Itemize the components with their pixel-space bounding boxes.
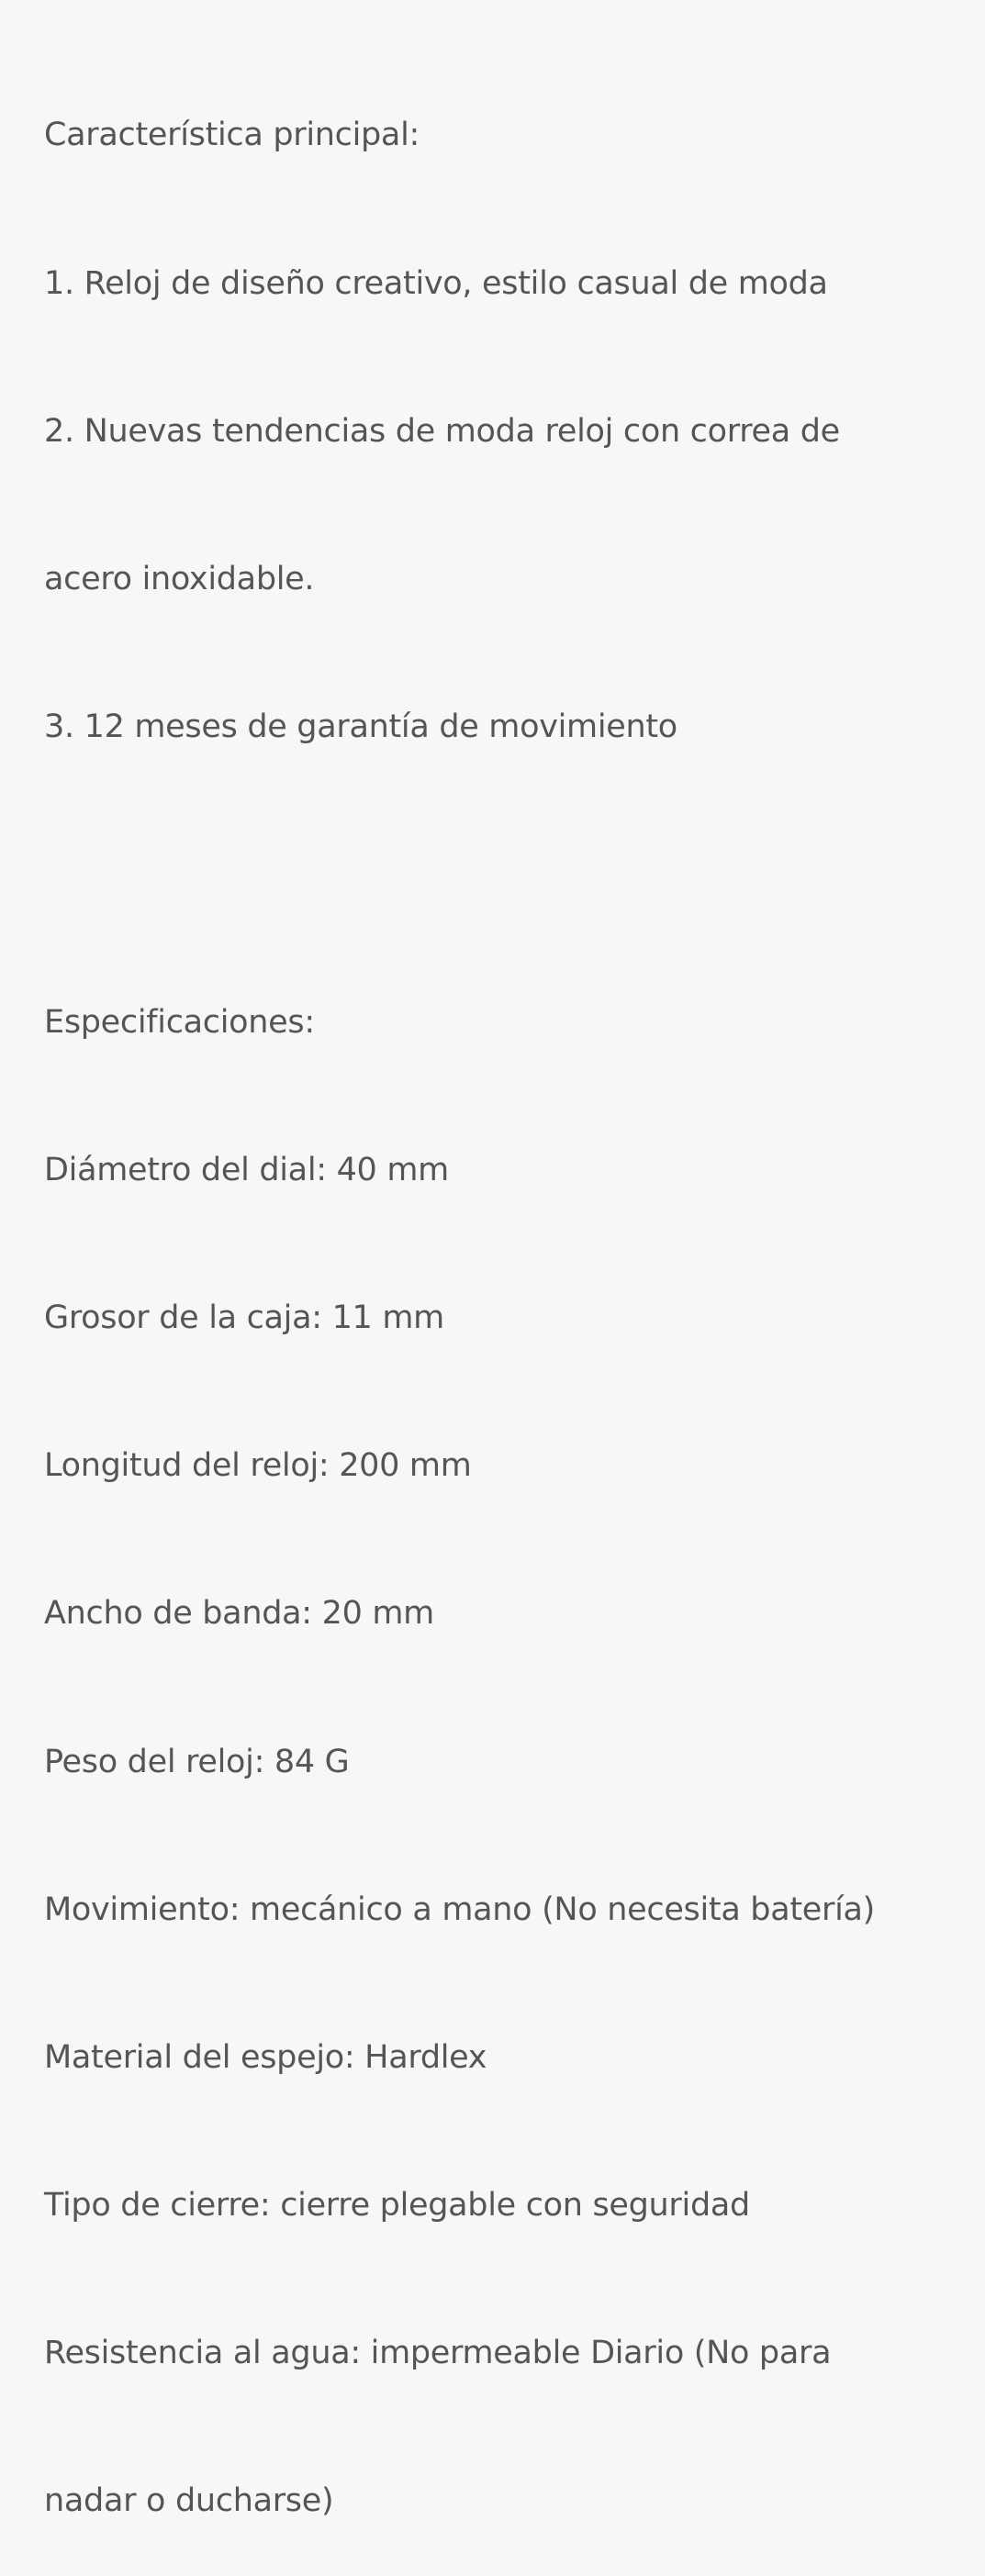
specs-heading: Especificaciones: [44, 1004, 315, 1042]
spec-movement: Movimiento: mecánico a mano (No necesita batería) [44, 1890, 876, 1928]
spec-water-resistance: Resistencia al agua: impermeable Diario (No para [44, 2335, 832, 2372]
spec-clasp-type: Tipo de cierre: cierre plegable con seguridad [44, 2186, 750, 2224]
feature-item-2-continued: acero inoxidable. [44, 560, 315, 597]
spec-watch-length: Longitud del reloj: 200 mm [44, 1447, 472, 1485]
spec-water-resistance-continued: nadar o ducharse) [44, 2482, 334, 2520]
spec-dial-diameter: Diámetro del dial: 40 mm [44, 1152, 449, 1189]
feature-item-3: 3. 12 meses de garantía de movimiento [44, 708, 677, 745]
features-heading: Característica principal: [44, 117, 420, 154]
feature-item-1: 1. Reloj de diseño creativo, estilo casual de moda [44, 264, 828, 302]
spec-case-thickness: Grosor de la caja: 11 mm [44, 1299, 444, 1337]
section-spacer [44, 851, 971, 900]
spec-band-width: Ancho de banda: 20 mm [44, 1595, 434, 1633]
product-description [44, 13, 971, 2576]
spec-mirror-material: Material del espejo: Hardlex [44, 2038, 487, 2076]
spec-weight: Peso del reloj: 84 G [44, 1743, 350, 1780]
feature-item-2: 2. Nuevas tendencias de moda reloj con correa de [44, 412, 840, 450]
